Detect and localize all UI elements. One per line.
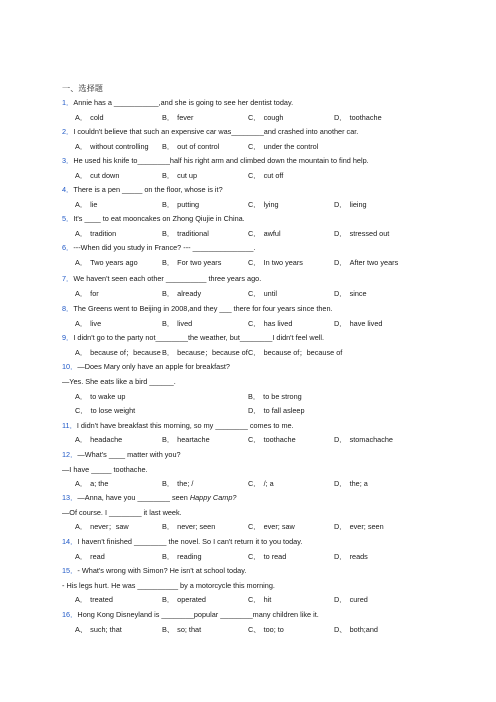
dialogue-line: - His legs hurt. He was __________ by a motorcycle this morning. <box>62 581 275 590</box>
option-b[interactable]: B． For two years <box>162 258 222 267</box>
question-text: —Does Mary only have an apple for breakfast? <box>77 362 230 371</box>
question-text: We haven't seen each other __________ three years ago. <box>73 274 262 283</box>
question-text: - What's wrong with Simon? He isn't at school today. <box>77 566 247 575</box>
option-d[interactable]: D． After two years <box>334 258 399 267</box>
option-c[interactable]: C． because of；because of <box>248 348 343 357</box>
question-number: 14． <box>62 537 78 546</box>
question-text: —Anna, have you ________ seen <box>77 493 190 502</box>
option-a[interactable]: A． cut down <box>75 171 120 180</box>
option-a[interactable]: A． never；saw <box>75 522 129 531</box>
question-number: 8． <box>62 304 74 313</box>
option-c[interactable]: C． cut off <box>248 171 284 180</box>
option-b[interactable]: B． the; / <box>162 479 194 488</box>
dialogue-line: —Yes. She eats like a bird ______. <box>62 377 176 386</box>
question-text: Annie has a ___________,and she is going to see her dentist today. <box>73 98 294 107</box>
option-c[interactable]: C． ever; saw <box>248 522 295 531</box>
option-a[interactable]: A． to wake up <box>75 392 126 401</box>
option-c[interactable]: C． /; a <box>248 479 274 488</box>
option-b[interactable]: B． out of control <box>162 142 220 151</box>
question-number: 4． <box>62 185 74 194</box>
option-b[interactable]: B． traditional <box>162 229 209 238</box>
option-c[interactable]: C． hit <box>248 595 272 604</box>
question-12 <box>62 448 181 463</box>
option-a[interactable]: A． tradition <box>75 229 117 238</box>
option-c[interactable]: C． awful <box>248 229 281 238</box>
option-d[interactable]: D． ever; seen <box>334 522 384 531</box>
option-b[interactable]: B． operated <box>162 595 206 604</box>
question-text: I didn't go to the party not________the weather, but________I didn't feel well. <box>73 333 325 342</box>
option-b[interactable]: B． never; seen <box>162 522 216 531</box>
question-8 <box>62 302 333 317</box>
option-d[interactable]: D． stomachache <box>334 435 393 444</box>
option-d[interactable]: D． have lived <box>334 319 383 328</box>
question-1 <box>62 96 293 111</box>
question-number: 6． <box>62 243 74 252</box>
question-text: I didn't have breakfast this morning, so my ________ comes to me. <box>76 421 294 430</box>
option-c[interactable]: C． to read <box>248 552 287 561</box>
option-b[interactable]: B． cut up <box>162 171 198 180</box>
question-number: 12． <box>62 450 78 459</box>
question-number: 3． <box>62 156 74 165</box>
option-c[interactable]: C． until <box>248 289 277 298</box>
option-b[interactable]: B． lived <box>162 319 193 328</box>
question-text: —What's ____ matter with you? <box>77 450 181 459</box>
option-b[interactable]: B． fever <box>162 113 194 122</box>
question-10 <box>62 360 230 375</box>
question-16 <box>62 608 319 623</box>
question-number: 13． <box>62 493 78 502</box>
option-a[interactable]: A． for <box>75 289 99 298</box>
option-b[interactable]: B． to be strong <box>248 392 302 401</box>
dialogue-line: —I have _____ toothache. <box>62 465 148 474</box>
option-a[interactable]: A． Two years ago <box>75 258 138 267</box>
option-b[interactable]: B． because；because of <box>162 348 248 357</box>
question-5 <box>62 212 245 227</box>
question-number: 16． <box>62 610 78 619</box>
question-text: The Greens went to Beijing in 2008,and they ___ there for four years since then. <box>73 304 333 313</box>
question-number: 9． <box>62 333 74 342</box>
option-d[interactable]: D． the; a <box>334 479 368 488</box>
option-c[interactable]: C． toothache <box>248 435 296 444</box>
option-b[interactable]: B． heartache <box>162 435 210 444</box>
option-b[interactable]: B． already <box>162 289 202 298</box>
question-number: 1． <box>62 98 74 107</box>
question-text: Hong Kong Disneyland is ________popular ________many children like it. <box>77 610 319 619</box>
option-c[interactable]: C． lying <box>248 200 279 209</box>
option-d[interactable]: D． to fall asleep <box>248 406 305 415</box>
option-c[interactable]: C． cough <box>248 113 284 122</box>
option-c[interactable]: C． In two years <box>248 258 303 267</box>
option-b[interactable]: B、 so; that <box>162 625 202 634</box>
option-a[interactable]: A． treated <box>75 595 113 604</box>
option-a[interactable]: A． a; the <box>75 479 109 488</box>
option-d[interactable]: D． stressed out <box>334 229 390 238</box>
question-11 <box>62 419 294 434</box>
option-a[interactable]: A． because of；because <box>75 348 161 357</box>
option-a[interactable]: A． lie <box>75 200 98 209</box>
option-d[interactable]: D． reads <box>334 552 368 561</box>
question-number: 10． <box>62 362 78 371</box>
question-number: 7． <box>62 274 74 283</box>
question-7 <box>62 272 261 287</box>
question-number: 15． <box>62 566 78 575</box>
option-a[interactable]: A． headache <box>75 435 123 444</box>
question-4 <box>62 183 223 198</box>
question-15 <box>62 564 246 579</box>
question-2 <box>62 125 358 140</box>
question-number: 11． <box>62 421 77 430</box>
option-a[interactable]: A． read <box>75 552 105 561</box>
option-d[interactable]: D． lieing <box>334 200 367 209</box>
question-text: It's ____ to eat mooncakes on Zhong Qiujie in China. <box>73 214 245 223</box>
question-13 <box>62 491 236 506</box>
option-b[interactable]: B． putting <box>162 200 200 209</box>
question-text: I couldn't believe that such an expensive car was________and crashed into another car. <box>73 127 359 136</box>
option-c[interactable]: C． to lose weight <box>75 406 136 415</box>
question-text: He used his knife to________half his right arm and climbed down the mountain to find help. <box>73 156 369 165</box>
option-a[interactable]: A、 such; that <box>75 625 122 634</box>
option-b[interactable]: B． reading <box>162 552 202 561</box>
question-number: 2． <box>62 127 74 136</box>
option-c[interactable]: C． under the control <box>248 142 319 151</box>
question-3 <box>62 154 369 169</box>
question-9 <box>62 331 324 346</box>
option-d[interactable]: D． toothache <box>334 113 382 122</box>
option-d[interactable]: D、 both;and <box>334 625 378 634</box>
question-14 <box>62 535 302 550</box>
option-c[interactable]: C、 too; to <box>248 625 284 634</box>
question-text: There is a pen _____ on the floor, whose is it? <box>73 185 223 194</box>
show-title: Happy Camp? <box>189 493 237 502</box>
section-title: 一、选择题 <box>62 84 103 93</box>
option-d[interactable]: D． since <box>334 289 367 298</box>
option-c[interactable]: C． has lived <box>248 319 293 328</box>
dialogue-line: —Of course. I ________ it last week. <box>62 508 182 517</box>
option-a[interactable]: A． live <box>75 319 102 328</box>
option-d[interactable]: D． cured <box>334 595 368 604</box>
question-6 <box>62 241 255 256</box>
question-number: 5． <box>62 214 74 223</box>
option-a[interactable]: A． cold <box>75 113 104 122</box>
question-text: I haven't finished ________ the novel. So I can't return it to you today. <box>77 537 303 546</box>
option-a[interactable]: A． without controlling <box>75 142 149 151</box>
question-text: ---When did you study in France? --- _______________. <box>73 243 256 252</box>
